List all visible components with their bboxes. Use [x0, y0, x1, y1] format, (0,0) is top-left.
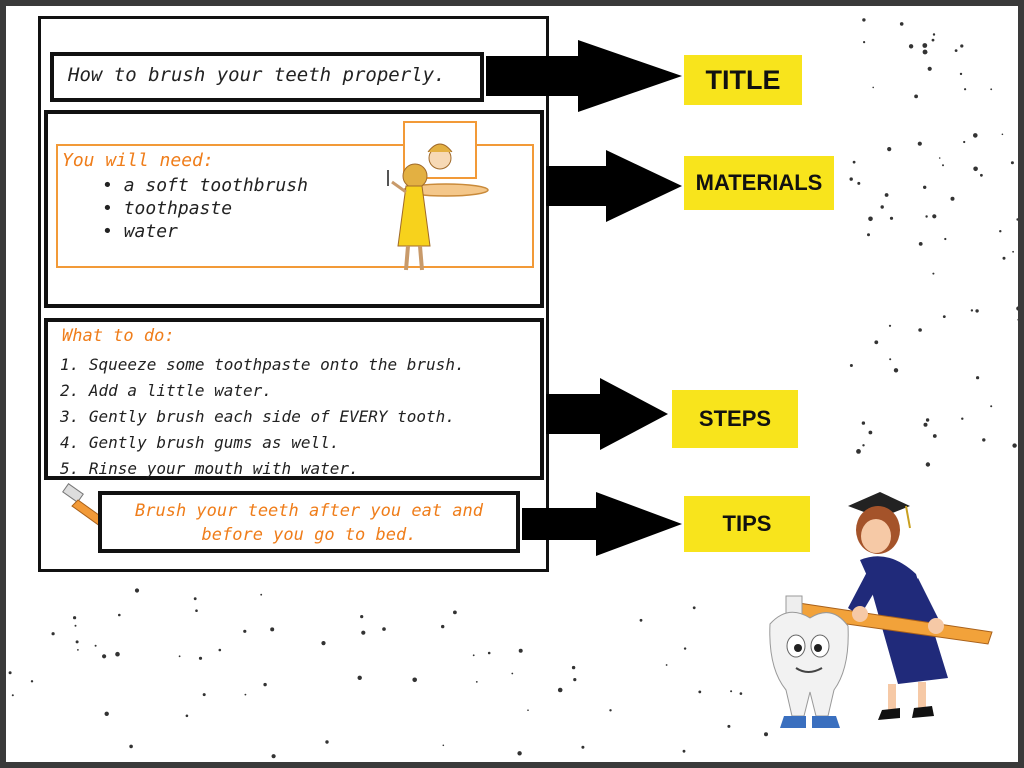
label-title: TITLE: [684, 55, 802, 105]
tip-line: before you go to bed.: [201, 525, 417, 545]
steps-heading: What to do:: [62, 326, 175, 346]
step-item: 5. Rinse your mouth with water.: [60, 459, 359, 478]
materials-item: • water: [102, 220, 308, 243]
step-item: 3. Gently brush each side of EVERY tooth.: [60, 407, 455, 426]
arrow-to-steps: [546, 378, 668, 450]
worksheet-title: How to brush your teeth properly.: [68, 64, 446, 86]
step-item: 1. Squeeze some toothpaste onto the brush.: [60, 355, 465, 374]
tip-line: Brush your teeth after you eat and: [135, 501, 483, 521]
step-item: 2. Add a little water.: [60, 381, 272, 400]
label-tips: TIPS: [684, 496, 810, 552]
graduate-and-tooth-illustration: [748, 478, 1018, 758]
arrow-to-materials: [546, 150, 682, 222]
step-item: 4. Gently brush gums as well.: [60, 433, 340, 452]
label-steps: STEPS: [672, 390, 798, 448]
label-materials: MATERIALS: [684, 156, 834, 210]
arrow-to-tips: [522, 492, 682, 556]
arrow-to-title: [486, 40, 682, 112]
materials-item: • a soft toothbrush: [102, 174, 308, 197]
materials-item: • toothpaste: [102, 197, 308, 220]
materials-heading: You will need:: [62, 150, 214, 171]
